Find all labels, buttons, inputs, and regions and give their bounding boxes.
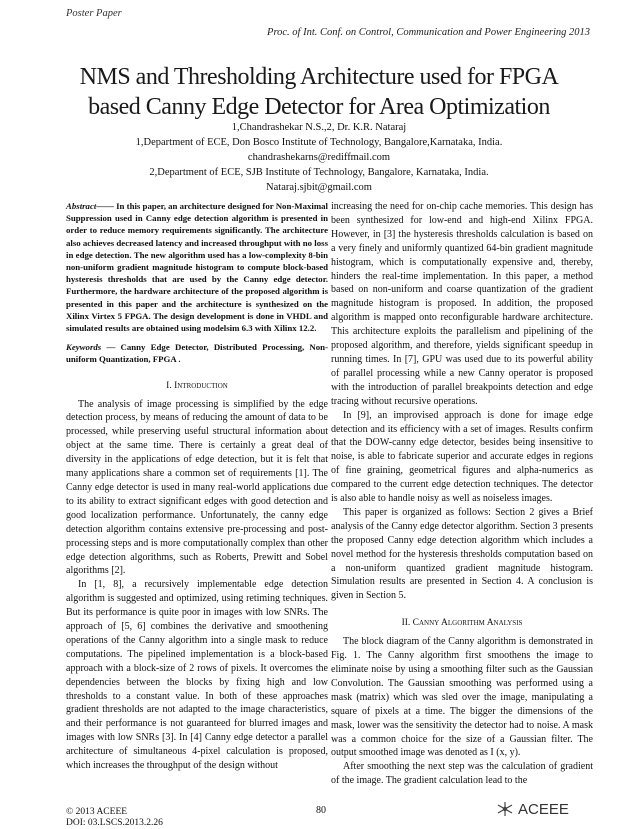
title-line-1: NMS and Thresholding Architecture used for FPGA [79, 64, 559, 90]
abstract-label: Abstract [66, 201, 97, 211]
abstract [66, 200, 328, 334]
intro-paragraph-2: In [1, 8], a recursively implementable edge detection algorithm is suggested and optimized, using retiming techniques. But its performance is quite poor in images with low SNRs. The approach of [5, 6] combines the derivative and smoothening operations of the Canny algorithm into a single mask to reduce computations. The pipelined implementation is a block-based approach with a block-size of 2 rows of pixels. It overcomes the dependencies between the blocks by fixing high and low thresholds to a constant value. In both of these approaches gradient thresholds are not adapted to the image characteristics, and their performance is not guaranteed for blurred images and images with low SNRs [3]. In [4] Canny edge detector a parallel architecture of simultaneous 4-pixel calculation is proposed, which increases the throughput of the design without [66, 579, 328, 772]
intro-paragraph-1: The analysis of image processing is simplified by the edge detection process, by means of reducing the amount of data to be processed, while preserving useful structural information about object at the same time. There is certainly a great deal of diversity in the applications of edge detection, but it is felt that many applications share a common set of requirements [1]. The Canny edge detector is used in many real-world applications due to its ability to extract significant edges with good detection and good localization performance. Unfortunately, the canny edge detection algorithm contains extensive pre-processing and post-processing steps and is more computationally complex than other edge detection algorithms, such as Roberts, Prewitt and Sobel algorithms [2]. [66, 398, 328, 577]
email-2: Nataraj.sjbit@gmail.com [266, 182, 372, 193]
author-block [40, 120, 598, 195]
conference-header: Proc. of Int. Conf. on Control, Communication and Power Engineering 2013 [267, 27, 590, 38]
doi-text: DOI: 03.LSCS.2013.2.26 [66, 818, 163, 828]
right-paragraph-3: This paper is organized as follows: Section 2 gives a Brief analysis of the Canny edge detector algorithm. Section 3 presents the proposed Canny edge detection algorithm which includes a novel method for the hysteresis thresholds computation based on a non-uniform quantized gradient magnitude histogram. Simulation results are presented in Section 4. A conclusion is given in Section 5. [331, 506, 593, 602]
right-column [331, 200, 593, 788]
copyright-text: © 2013 ACEEE [66, 807, 128, 817]
left-column [66, 200, 328, 773]
affiliation-1: 1,Department of ECE, Don Bosco Institute of Technology, Bangalore,Karnataka, India. [135, 137, 503, 148]
paper-title [30, 62, 608, 122]
affiliation-2: 2,Department of ECE, SJB Institute of Technology, Bangalore, Karnataka, India. [149, 167, 489, 178]
keywords-text: — Canny Edge Detector, Distributed Processing, Non-uniform Quantization, FPGA . [66, 342, 328, 365]
section-heading-introduction: I. Introduction [166, 380, 228, 391]
right-paragraph-5: After smoothing the next step was the calculation of gradient of the image. The gradient calculation lead to the [331, 761, 593, 787]
section-heading-canny-analysis: II. Canny Algorithm Analysis [401, 618, 523, 629]
aceee-logo-icon [495, 800, 515, 818]
aceee-logo [495, 800, 569, 818]
keywords [66, 341, 328, 365]
aceee-logo-text: ACEEE [518, 800, 569, 818]
page-number: 80 [316, 805, 326, 816]
poster-label: Poster Paper [66, 8, 122, 19]
title-line-2: based Canny Edge Detector for Area Optimization [88, 94, 550, 120]
author-names: 1,Chandrashekar N.S.,2, Dr. K.R. Nataraj [231, 122, 407, 133]
right-paragraph-2: In [9], an improvised approach is done for image edge detection and its efficiency with a set of images. Results confirm that the DOW-canny edge detector, besides being insensitive to noise, is able to fabricate superior and accurate edges in regions of fine graining, geometrical figures and alpha-numerics as compared to the current edge detection techniques. The detector is also able to handle noisy as well as noiseless images. [331, 409, 593, 505]
right-paragraph-4: The block diagram of the Canny algorithm is demonstrated in Fig. 1. The Canny algorithm first smoothens the image to eliminate noise by using a smoothing filter such as the Gaussian Convolution. The Gaussian smoothing was performed using a mask (matrix) which was sled over the image, manipulating a square of pixels at a time. The bigger the dimensions of the mask, lower was the sensitivity the detector had to noise. A mask was a common choice for the size of a Gaussian filter. The output smoothed image was denoted as I (x, y). [331, 636, 593, 759]
email-1: chandrashekarns@rediffmail.com [247, 152, 391, 163]
abstract-text: —— In this paper, an architecture designed for Non-Maximal Suppression used in Canny edge detection algorithm is presented in order to reduce memory requirements significantly. The architecture also achieves decreased latency and increased throughput with no loss in edge detection. The new algorithm used has a low-complexity 8-bin non-uniform gradient magnitude histogram to compute block-based hysteresis thresholds that are used by the Canny edge detector. Furthermore, the hardware architecture of the proposed algorithm is presented in this paper and the architecture is synthesized on the Xilinx Virtex 5 FPGA. The design development is done in VHDL and simulated results are obtained using modelsim 6.3 with Xilinx 12.2. [66, 201, 328, 334]
keywords-label: Keywords [66, 342, 102, 353]
right-paragraph-1: increasing the need for on-chip cache memories. This design has been synthesized for low-end and high-end Xilinx FPGA. However, in [3] the hysteresis thresholds calculation is based on a very finely and uniformly quantized 64-bin gradient magnitude histogram, which is computationally expensive and, thereby, hinders the real-time implementation. In this paper, a method based on non-uniform and coarse quantization of the gradient magnitude histogram is proposed. In addition, the proposed algorithm is mapped onto reconfigurable hardware architecture. This architecture exploits the parallelism and pipelining of the proposed algorithm, and therefore, yields significant speedup in running times. In [7], GPU was used due to its powerful ability of parallel processing while a new Canny operator is proposed with the introduction of parallel breakpoints detection and edge tracing without recursive operations. [331, 201, 593, 407]
